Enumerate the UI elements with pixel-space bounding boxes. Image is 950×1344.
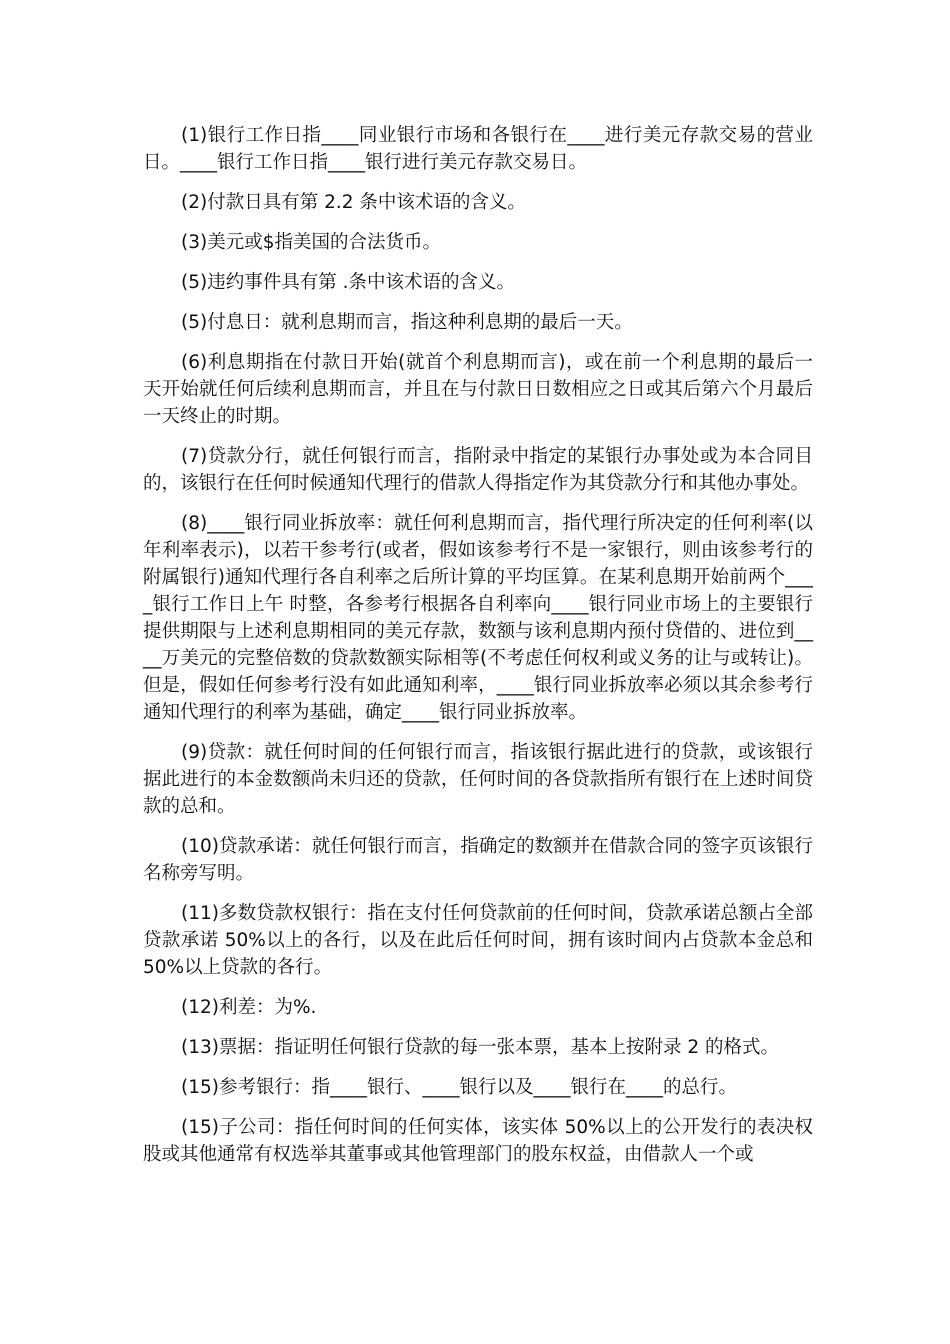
definition-paragraph: (5)付息日：就利息期而言，指这种利息期的最后一天。 — [181, 312, 633, 333]
definition-paragraph: (15)参考银行：指____银行、____银行以及____银行在____的总行。 — [181, 1077, 737, 1098]
document-body — [143, 122, 813, 1181]
definition-paragraph: (15)子公司：指任何时间的任何实体，该实体 50%以上的公开发行的表决权股或其他通常有权选举其董事或其他管理部门的股东权益，由借款人一个或 — [143, 1117, 813, 1165]
definition-paragraph: (1)银行工作日指____同业银行市场和各银行在____进行美元存款交易的营业日。____银行工作日指____银行进行美元存款交易日。 — [143, 125, 813, 173]
definition-paragraph: (8)____银行同业拆放率：就任何利息期而言，指代理行所决定的任何利率(以年利率表示)，以若干参考行(或者，假如该参考行不是一家银行，则由该参考行的附属银行)通知代理行各自利率之后所计算的平均匡算。在某利息期开始前两个____银行工作日上午 时整，各参考行根据各自利率向____银行同业市场上的主要银行提供期限与上述利息期相同的美元存款，数额与该利息期内预付贷借的、进位到____万美元的完整倍数的贷款数额实际相等(不考虑任何权利或义务的让与或转让)。但是，假如任何参考行没有如此通知利率，____银行同业拆放率必须以其余参考行通知代理行的利率为基础，确定____银行同业拆放率。 — [143, 513, 813, 723]
definition-paragraph: (13)票据：指证明任何银行贷款的每一张本票，基本上按附录 2 的格式。 — [181, 1037, 780, 1058]
definition-paragraph: (7)贷款分行，就任何银行而言，指附录中指定的某银行办事处或为本合同目的，该银行在任何时候通知代理行的借款人得指定作为其贷款分行和其他办事处。 — [143, 446, 813, 494]
definition-paragraph: (9)贷款：就任何时间的任何银行而言，指该银行据此进行的贷款，或该银行据此进行的本金数额尚未归还的贷款，任何时间的各贷款指所有银行在上述时间贷款的总和。 — [143, 742, 813, 817]
definition-paragraph: (2)付款日具有第 2.2 条中该术语的含义。 — [181, 192, 526, 213]
definition-paragraph: (3)美元或$指美国的合法货币。 — [181, 232, 441, 253]
definition-paragraph: (5)违约事件具有第 .条中该术语的含义。 — [181, 272, 515, 293]
definition-paragraph: (11)多数贷款权银行：指在支付任何贷款前的任何时间，贷款承诺总额占全部贷款承诺 50%以上的各行，以及在此后任何时间，拥有该时间内占贷款本金总和 50%以上贷款的各行。 — [143, 903, 813, 978]
definition-paragraph: (12)利差：为%. — [181, 997, 317, 1018]
definition-paragraph: (10)贷款承诺：就任何银行而言，指确定的数额并在借款合同的签字页该银行名称旁写明。 — [143, 836, 813, 884]
definition-paragraph: (6)利息期指在付款日开始(就首个利息期而言)，或在前一个利息期的最后一天开始就任何后续利息期而言，并且在与付款日日数相应之日或其后第六个月最后一天终止的时期。 — [143, 352, 813, 427]
